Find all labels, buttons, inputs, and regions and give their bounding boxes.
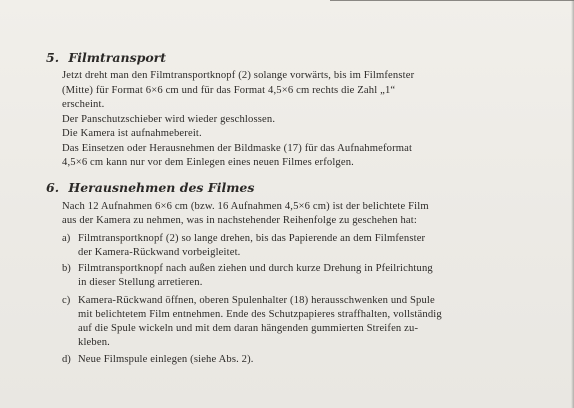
step-a-marker: a): [62, 233, 71, 244]
section-5-line-6: Das Einsetzen oder Herausnehmen der Bildmaske (17) für das Aufnahmeformat: [62, 143, 413, 154]
step-c-marker: c): [62, 295, 71, 306]
section-5-line-4: Der Panschutzschieber wird wieder geschlossen.: [62, 114, 276, 125]
step-c-line-4: kleben.: [78, 337, 110, 348]
top-rule: [330, 0, 574, 1]
section-5-line-1: Jetzt dreht man den Filmtransportknopf (2) solange vorwärts, bis im Filmfenster: [62, 70, 415, 81]
step-b-line-1: Filmtransportknopf nach außen ziehen und durch kurze Drehung in Pfeilrichtung: [78, 263, 433, 274]
step-a-line-1: Filmtransportknopf (2) so lange drehen, bis das Papierende an dem Filmfenster: [78, 233, 426, 244]
section-5-line-7: 4,5×6 cm kann nur vor dem Einlegen eines neuen Filmes erfolgen.: [62, 157, 354, 168]
step-c-line-3: auf die Spule wickeln und mit dem daran hängenden gummierten Streifen zu-: [78, 323, 419, 334]
step-c-line-2: mit belichtetem Film entnehmen. Ende des Schutzpapieres straffhalten, vollständig: [78, 309, 442, 320]
step-d-line-1: Neue Filmspule einlegen (siehe Abs. 2).: [78, 354, 254, 365]
section-5-heading: [46, 50, 166, 65]
section-6-number: 6.: [46, 180, 60, 195]
step-d-marker: d): [62, 354, 71, 365]
section-6-intro-line-2: aus der Kamera zu nehmen, was in nachstehender Reihenfolge zu geschehen hat:: [62, 215, 417, 226]
section-5-line-5: Die Kamera ist aufnahmebereit.: [62, 128, 202, 139]
section-5-title: Filmtransport: [68, 50, 167, 65]
section-5-number: 5.: [46, 50, 60, 65]
step-b-marker: b): [62, 263, 71, 274]
step-b-line-2: in dieser Stellung arretieren.: [78, 277, 203, 288]
section-6-title: Herausnehmen des Filmes: [68, 180, 255, 195]
section-5-line-3: erscheint.: [62, 99, 105, 110]
step-c-line-1: Kamera-Rückwand öffnen, oberen Spulenhalter (18) herausschwenken und Spule: [78, 295, 435, 306]
section-6-heading: [46, 180, 254, 195]
step-a-line-2: der Kamera-Rückwand vorbeigleitet.: [78, 247, 241, 258]
section-6-intro-line-1: Nach 12 Aufnahmen 6×6 cm (bzw. 16 Aufnahmen 4,5×6 cm) ist der belichtete Film: [62, 201, 429, 212]
section-5-line-2: (Mitte) für Format 6×6 cm und für das Format 4,5×6 cm rechts die Zahl „1“: [62, 85, 396, 96]
